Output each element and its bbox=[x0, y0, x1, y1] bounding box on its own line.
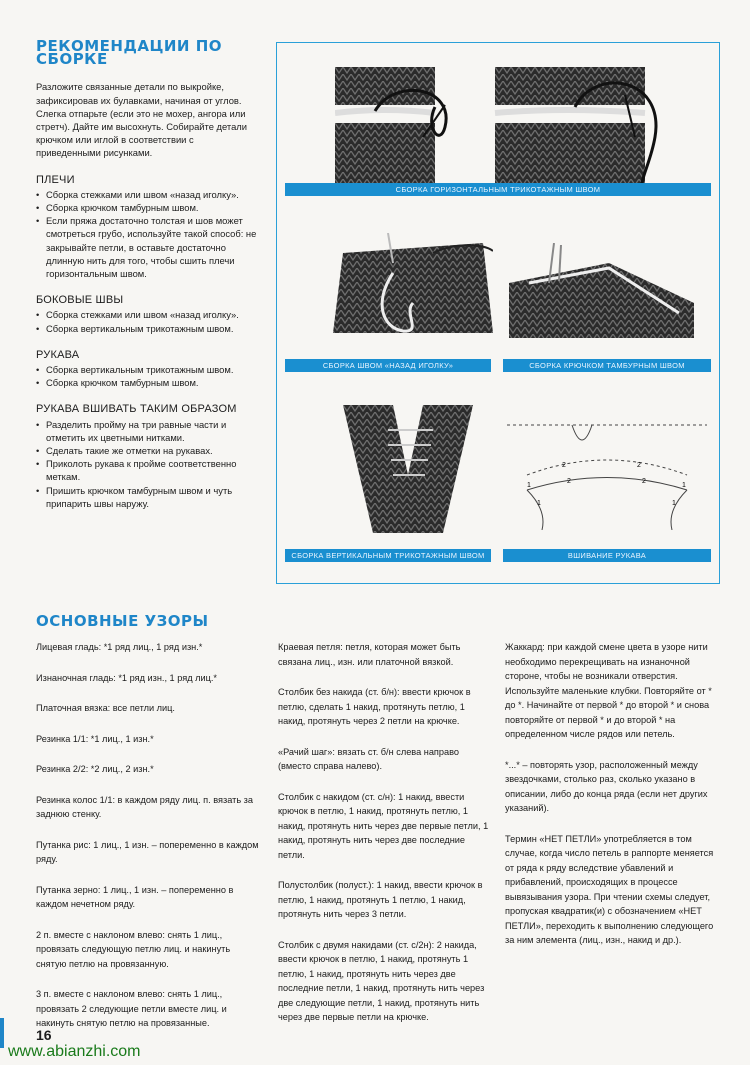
pattern-entry: Термин «НЕТ ПЕТЛИ» употребляется в том случае, когда число петель в раппорте меняется от ряда к ряду вследствие убавлений и прибавлений, происходящих в процессе вывязывания узора. При чтении схемы следует, пропуская квадратик(и) с обозначением «НЕТ ПЕТЛИ», переходить к выполнению следующего за ним элемента (лиц., изн., накид и др.). bbox=[505, 833, 714, 945]
list-item: • Сборка вертикальным трикотажным швом. bbox=[36, 322, 261, 335]
sleeve-label: 1 bbox=[537, 500, 541, 507]
pattern-entry: Лицевая гладь: *1 ряд лиц., 1 ряд изн.* bbox=[36, 642, 203, 652]
page-edge-bar bbox=[0, 1018, 4, 1048]
pattern-entry: 3 п. вместе с наклоном влево: снять 1 лиц., провязать 2 следующие петли вместе лиц. и накинуть снятую петлю на провязанные. bbox=[36, 989, 227, 1028]
patterns-col-1 bbox=[36, 640, 262, 1047]
pattern-entry: Столбик с двумя накидами (ст. с/2н): 2 накида, ввести крючок в петлю, 1 накид, протянуть 1 петлю, 1 накид, протянуть нить через две последние петли, 1 накид, протянуть нить через две следующие петли, 1 накид, протянуть нить через две первые петли на крючке. bbox=[278, 939, 485, 1022]
pattern-entry: Столбик без накида (ст. б/н): ввести крючок в петлю, сделать 1 накид, протянуть петлю, 1 накид, протянуть через 2 петли на крючке. bbox=[278, 687, 471, 726]
list-item: • Сборка стежками или швом «назад иголку». bbox=[36, 308, 261, 321]
sleeve-label: 2 bbox=[637, 462, 641, 469]
illustration-frame bbox=[276, 42, 720, 584]
sleeve-diagram bbox=[507, 415, 707, 530]
crochet-seam-illustration bbox=[509, 243, 694, 343]
pattern-entry: 2 п. вместе с наклоном влево: снять 1 лиц., провязать следующую петлю лиц. и накинуть снятую петлю на провязанную. bbox=[36, 929, 231, 969]
sleeves-heading: РУКАВА bbox=[36, 348, 80, 361]
pattern-entry: Полустолбик (полуст.): 1 накид, ввести крючок в петлю, 1 накид, протянуть 1 петлю, 1 накид, протянуть нить через 3 петли. bbox=[278, 880, 483, 919]
horizontal-seam-illustration bbox=[335, 67, 665, 197]
assembly-intro: Разложите связанные детали по выкройке, зафиксировав их булавками, начиная от углов. Слегка отпарьте (если это не мохер, ангора или стретч). Дайте им высохнуть. Собирайте детали крючком или иглой в соответствии с приведенными рисунками. bbox=[36, 81, 248, 159]
caption-sleeve: ВШИВАНИЕ РУКАВА bbox=[503, 549, 711, 562]
sleeve-label: 2 bbox=[562, 462, 566, 469]
list-item: • Пришить крючком тамбурным швом и чуть припарить швы наружу. bbox=[36, 484, 261, 510]
list-item: • Если пряжа достаточно толстая и шов может смотреться грубо, используйте такой способ: не закрывайте петли, в оставьте достаточно длинную нить для того, чтобы сшить плечи горизонтальным швом. bbox=[36, 214, 261, 280]
patterns-title: ОСНОВНЫЕ УЗОРЫ bbox=[36, 612, 209, 630]
caption-backstitch: СБОРКА ШВОМ «НАЗАД ИГОЛКУ» bbox=[285, 359, 491, 372]
pattern-entry: Резинка 1/1: *1 лиц., 1 изн.* bbox=[36, 733, 154, 744]
assembly-title: РЕКОМЕНДАЦИИ ПО СБОРКЕ bbox=[36, 37, 222, 69]
pattern-entry: Платочная вязка: все петли лиц. bbox=[36, 703, 175, 713]
pattern-entry: Столбик с накидом (ст. с/н): 1 накид, ввести крючок в петлю, 1 накид, протянуть петлю, 1 накид, протянуть нить через две первые петли, 1 накид, протянуть нить через две последние петли. bbox=[278, 791, 489, 860]
patterns-col-2 bbox=[278, 640, 493, 1041]
backstitch-illustration bbox=[333, 233, 493, 343]
caption-vertical: СБОРКА ВЕРТИКАЛЬНЫМ ТРИКОТАЖНЫМ ШВОМ bbox=[285, 549, 491, 562]
pattern-entry: Жаккард: при каждой смене цвета в узоре нити необходимо перекрещивать на изнаночной стороне, чтобы не возникали отверстия. Используйте маленькие клубки. Повторяйте от * до *. Начинайте от первой * до второй * и снова повторяйте от первой * и до второй * на определенном числе рядов или петель. bbox=[505, 642, 712, 739]
list-item: • Сборка стежками или швом «назад иголку». bbox=[36, 188, 261, 201]
sleeve-label: 2 bbox=[642, 478, 646, 485]
pattern-entry: Резинка колос 1/1: в каждом ряду лиц. п. вязать за заднюю стенку. bbox=[36, 794, 253, 819]
sleeve-label: 1 bbox=[527, 482, 531, 489]
vertical-seam-illustration bbox=[343, 405, 473, 533]
list-item: • Сборка вертикальным трикотажным швом. bbox=[36, 363, 261, 376]
watermark: www.abianzhi.com bbox=[8, 1043, 141, 1060]
caption-horizontal: СБОРКА ГОРИЗОНТАЛЬНЫМ ТРИКОТАЖНЫМ ШВОМ bbox=[285, 183, 711, 196]
list-item: • Разделить пройму на три равные части и отметить их цветными нитками. bbox=[36, 418, 261, 444]
sleeve-label: 1 bbox=[672, 500, 676, 507]
shoulders-heading: ПЛЕЧИ bbox=[36, 173, 75, 186]
pattern-entry: Путанка зерно: 1 лиц., 1 изн. – попеременно в каждом нечетном ряду. bbox=[36, 884, 234, 909]
list-item: • Приколоть рукава к пройме соответственно меткам. bbox=[36, 457, 261, 483]
pattern-entry: Путанка рис: 1 лиц., 1 изн. – попеременно в каждом ряду. bbox=[36, 839, 259, 864]
list-item: • Сделать такие же отметки на рукавах. bbox=[36, 444, 261, 457]
pattern-entry: Изнаночная гладь: *1 ряд изн., 1 ряд лиц.* bbox=[36, 672, 217, 683]
side-seams-heading: БОКОВЫЕ ШВЫ bbox=[36, 294, 124, 307]
sleeve-label: 2 bbox=[567, 478, 571, 485]
pattern-entry: «Рачий шаг»: вязать ст. б/н слева направо (вместо справа налево). bbox=[278, 746, 460, 771]
pattern-entry: Краевая петля: петля, которая может быть связана лиц., изн. или платочной вязкой. bbox=[278, 642, 461, 667]
caption-crochet: СБОРКА КРЮЧКОМ ТАМБУРНЫМ ШВОМ bbox=[503, 359, 711, 372]
list-item: • Сборка крючком тамбурным швом. bbox=[36, 376, 261, 389]
assembly-section bbox=[36, 37, 261, 510]
pattern-entry: Резинка 2/2: *2 лиц., 2 изн.* bbox=[36, 764, 154, 774]
sleeve-label: 1 bbox=[682, 482, 686, 489]
sleeve-setin-heading: РУКАВА ВШИВАТЬ ТАКИМ ОБРАЗОМ bbox=[36, 403, 237, 416]
page-number: 16 bbox=[36, 1027, 52, 1043]
list-item: • Сборка крючком тамбурным швом. bbox=[36, 201, 261, 214]
pattern-entry: *...* – повторять узор, расположенный между звездочками, столько раз, сколько указано в описании, либо до конца ряда (если нет других указаний). bbox=[505, 759, 708, 813]
patterns-col-3 bbox=[505, 640, 719, 964]
